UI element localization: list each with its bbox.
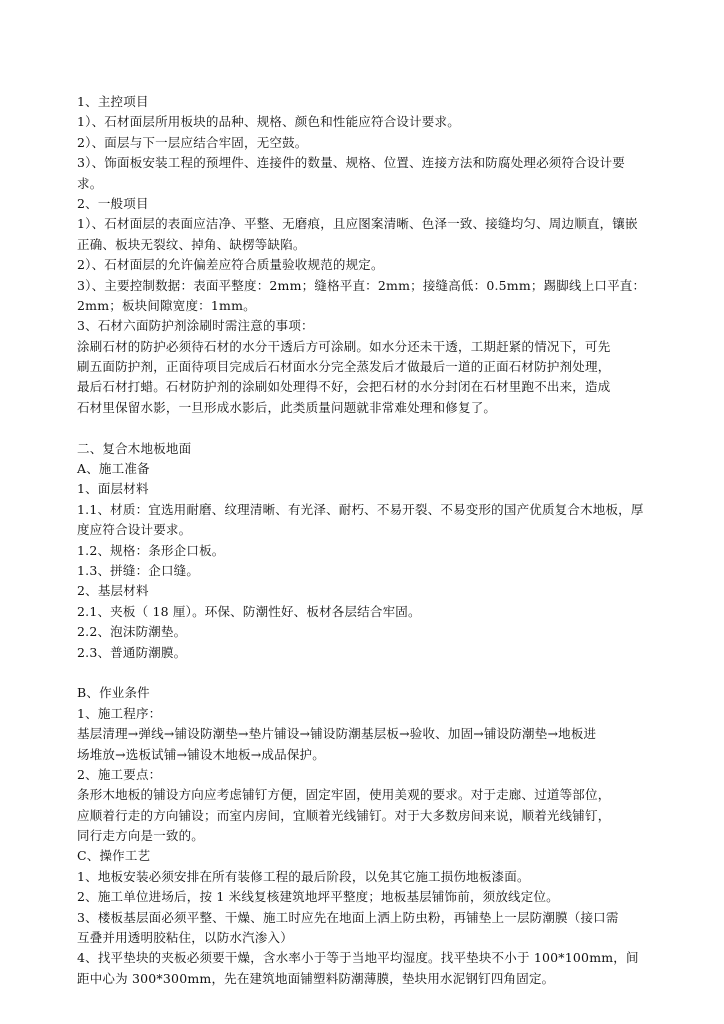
text-line: 3）、主要控制数据：表面平整度：2mm；缝格平直：2mm；接缝高低：0.5mm；踢脚线上口平直：	[77, 277, 646, 293]
text-line: 2.1、夹板（ 18 厘）。环保、防潮性好、板材各层结合牢固。	[77, 603, 421, 619]
text-line: 2）、面层与下一层应结合牢固，无空鼓。	[77, 134, 308, 150]
text-line: 应顺着行走的方向铺设；而室内房间，宜顺着光线铺钉。对于大多数房间来说，顺着光线铺钉，	[77, 807, 611, 823]
text-line: 1、施工程序：	[77, 705, 162, 721]
text-line: 1.3、拼缝：企口缝。	[77, 562, 200, 578]
text-line: 3）、饰面板安装工程的预埋件、连接件的数量、规格、位置、连接方法和防腐处理必须符合设计要	[77, 155, 626, 171]
text-line: 互叠并用透明胶粘住，以防水汽渗入）	[77, 930, 293, 946]
text-line: 2、施工单位进场后，按 1 米线复核建筑地坪平整度；地板基层铺饰前，须放线定位。	[77, 889, 559, 905]
text-line: 4、找平垫块的夹板必须要干燥，含水率小于等于当地平均湿度。找平垫块不小于 100*100mm，间	[77, 950, 639, 966]
text-line: 3、楼板基层面必须平整、干燥、施工时应先在地面上洒上防虫粉，再铺垫上一层防潮膜（接口需	[77, 909, 619, 925]
text-line: 刷五面防护剂，正面待项目完成后石材面水分完全蒸发后才做最后一道的正面石材防护剂处理，	[77, 359, 611, 375]
text-line: C、操作工艺	[77, 848, 151, 864]
text-line: 2、施工要点：	[77, 766, 162, 782]
text-line: 2、一般项目	[77, 195, 149, 211]
text-line: 二、复合木地板地面	[77, 440, 192, 456]
text-line: 1、主控项目	[77, 94, 149, 109]
text-line: 度应符合设计要求。	[77, 522, 192, 538]
text-line: 1.2、规格：条形企口板。	[77, 542, 225, 558]
text-line: 2）、石材面层的允许偏差应符合质量验收规范的规定。	[77, 257, 384, 273]
text-line: 2.3、普通防潮膜。	[77, 644, 187, 660]
text-line: 1）、石材面层所用板块的品种、规格、颜色和性能应符合设计要求。	[77, 114, 460, 130]
blank-line	[77, 663, 647, 683]
text-line: 求。	[77, 175, 103, 191]
text-line: 1、面层材料	[77, 481, 149, 497]
text-line: 1）、石材面层的表面应洁净、平整、无磨痕，且应图案清晰、色泽一致、接缝均匀、周边顺直，镶嵌	[77, 216, 638, 232]
text-line: 2、基层材料	[77, 583, 149, 599]
text-line: 条形木地板的铺设方向应考虑铺钉方便，固定牢固，使用美观的要求。对于走廊、过道等部位，	[77, 787, 611, 803]
text-line: 1、地板安装必须安排在所有装修工程的最后阶段，以免其它施工损伤地板漆面。	[77, 868, 530, 884]
blank-line	[77, 418, 647, 438]
document-body	[77, 92, 647, 989]
text-line: 3、石材六面防护剂涂刷时需注意的事项：	[77, 318, 314, 334]
text-line: 距中心为 300*300mm，先在建筑地面铺塑料防潮薄膜，垫块用水泥钢钉四角固定。	[77, 970, 555, 986]
text-line: 最后石材打蜡。石材防护剂的涂刷如处理得不好，会把石材的水分封闭在石材里跑不出来，造成	[77, 379, 611, 395]
text-line: 2mm；板块间隙宽度：1mm。	[77, 297, 256, 313]
text-line: B、作业条件	[77, 685, 150, 701]
text-line: 同行走方向是一致的。	[77, 828, 205, 844]
text-line: 涂刷石材的防护必须待石材的水分干透后方可涂刷。如水分还未干透，工期赶紧的情况下，可先	[77, 338, 611, 354]
text-line: 基层清理→弹线→铺设防潮垫→垫片铺设→铺设防潮基层板→验收、加固→铺设防潮垫→地板进	[77, 726, 597, 742]
text-line: A、施工准备	[77, 461, 150, 477]
text-line: 1.1、材质：宜选用耐磨、纹理清晰、有光泽、耐朽、不易开裂、不易变形的国产优质复合木地板，厚	[77, 501, 644, 517]
text-line: 正确、板块无裂纹、掉角、缺楞等缺陷。	[77, 236, 306, 252]
text-line: 2.2、泡沫防潮垫。	[77, 624, 187, 640]
text-line: 场堆放→选板试铺→铺设木地板→成品保护。	[77, 746, 325, 762]
text-line: 石材里保留水影，一旦形成水影后，此类质量问题就非常难处理和修复了。	[77, 399, 497, 415]
